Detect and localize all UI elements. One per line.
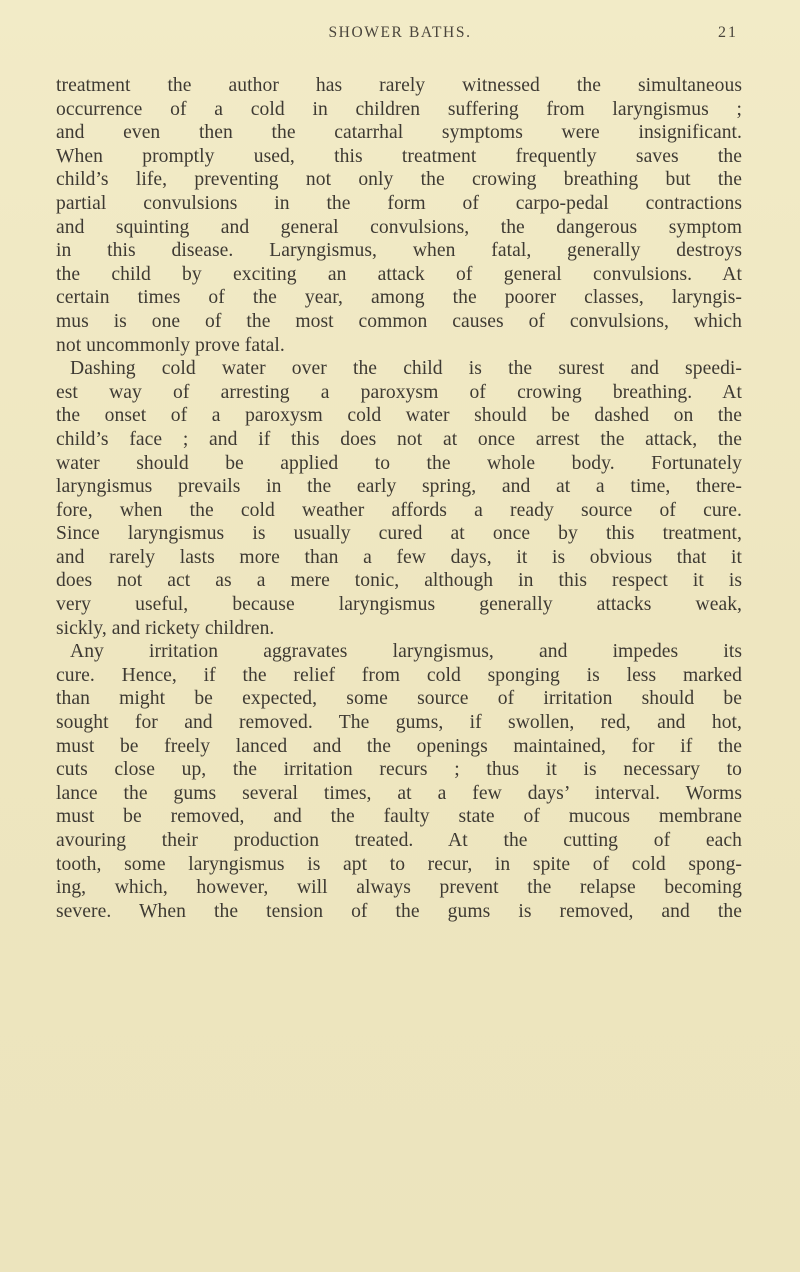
text-line: est way of arresting a paroxysm of crowing breathing. At xyxy=(56,381,742,403)
text-line: water should be applied to the whole body. Fortunately xyxy=(56,452,742,474)
page-number: 21 xyxy=(718,24,738,41)
text-line: Any irritation aggravates laryngismus, and impedes its xyxy=(70,641,742,663)
text-line: sickly, and rickety children. xyxy=(56,617,275,639)
text-line: than might be expected, some source of irritation should be xyxy=(56,688,742,710)
text-line: must be freely lanced and the openings maintained, for if the xyxy=(56,735,742,757)
text-line: Dashing cold water over the child is the surest and speedi- xyxy=(70,358,742,380)
text-line: child’s life, preventing not only the crowing breathing but the xyxy=(56,169,742,191)
text-line: fore, when the cold weather affords a ready source of cure. xyxy=(56,499,742,521)
text-line: must be removed, and the faulty state of mucous membrane xyxy=(56,806,742,828)
text-line: in this disease. Laryngismus, when fatal, generally destroys xyxy=(56,240,742,262)
text-line: When promptly used, this treatment frequently saves the xyxy=(56,145,742,167)
text-line: lance the gums several times, at a few days’ interval. Worms xyxy=(56,782,742,804)
running-head-title: SHOWER BATHS. xyxy=(328,24,472,41)
text-line: child’s face ; and if this does not at once arrest the attack, the xyxy=(56,428,742,450)
text-line: not uncommonly prove fatal. xyxy=(56,334,285,356)
text-line: the onset of a paroxysm cold water should be dashed on the xyxy=(56,405,742,427)
text-line: mus is one of the most common causes of convulsions, which xyxy=(56,310,742,332)
text-line: very useful, because laryngismus generally attacks weak, xyxy=(56,594,742,616)
text-line: sought for and removed. The gums, if swollen, red, and hot, xyxy=(56,712,742,734)
text-line: and rarely lasts more than a few days, it is obvious that it xyxy=(56,546,742,568)
text-line: ing, which, however, will always prevent the relapse becoming xyxy=(56,877,742,899)
body-text xyxy=(56,74,742,923)
text-line: laryngismus prevails in the early spring, and at a time, there- xyxy=(56,476,742,498)
text-line: Since laryngismus is usually cured at once by this treatment, xyxy=(56,523,742,545)
text-line: certain times of the year, among the poorer classes, laryngis- xyxy=(56,287,742,309)
text-line: avouring their production treated. At the cutting of each xyxy=(56,830,742,851)
text-line: tooth, some laryngismus is apt to recur, in spite of cold spong- xyxy=(56,853,742,875)
text-line: partial convulsions in the form of carpo-pedal contractions xyxy=(56,192,742,214)
text-line: and even then the catarrhal symptoms were insignificant. xyxy=(56,122,742,144)
text-line: the child by exciting an attack of general convulsions. At xyxy=(56,263,742,285)
text-line: occurrence of a cold in children suffering from laryngismus ; xyxy=(56,98,742,120)
running-head xyxy=(0,24,800,48)
text-line: cure. Hence, if the relief from cold sponging is less marked xyxy=(56,664,742,686)
text-line: does not act as a mere tonic, although in this respect it is xyxy=(56,570,742,592)
text-line: treatment the author has rarely witnessed the simultaneous xyxy=(56,75,742,96)
text-line: cuts close up, the irritation recurs ; thus it is necessary to xyxy=(56,759,742,781)
text-line: severe. When the tension of the gums is removed, and the xyxy=(56,900,742,922)
text-line: and squinting and general convulsions, the dangerous symptom xyxy=(56,216,742,238)
